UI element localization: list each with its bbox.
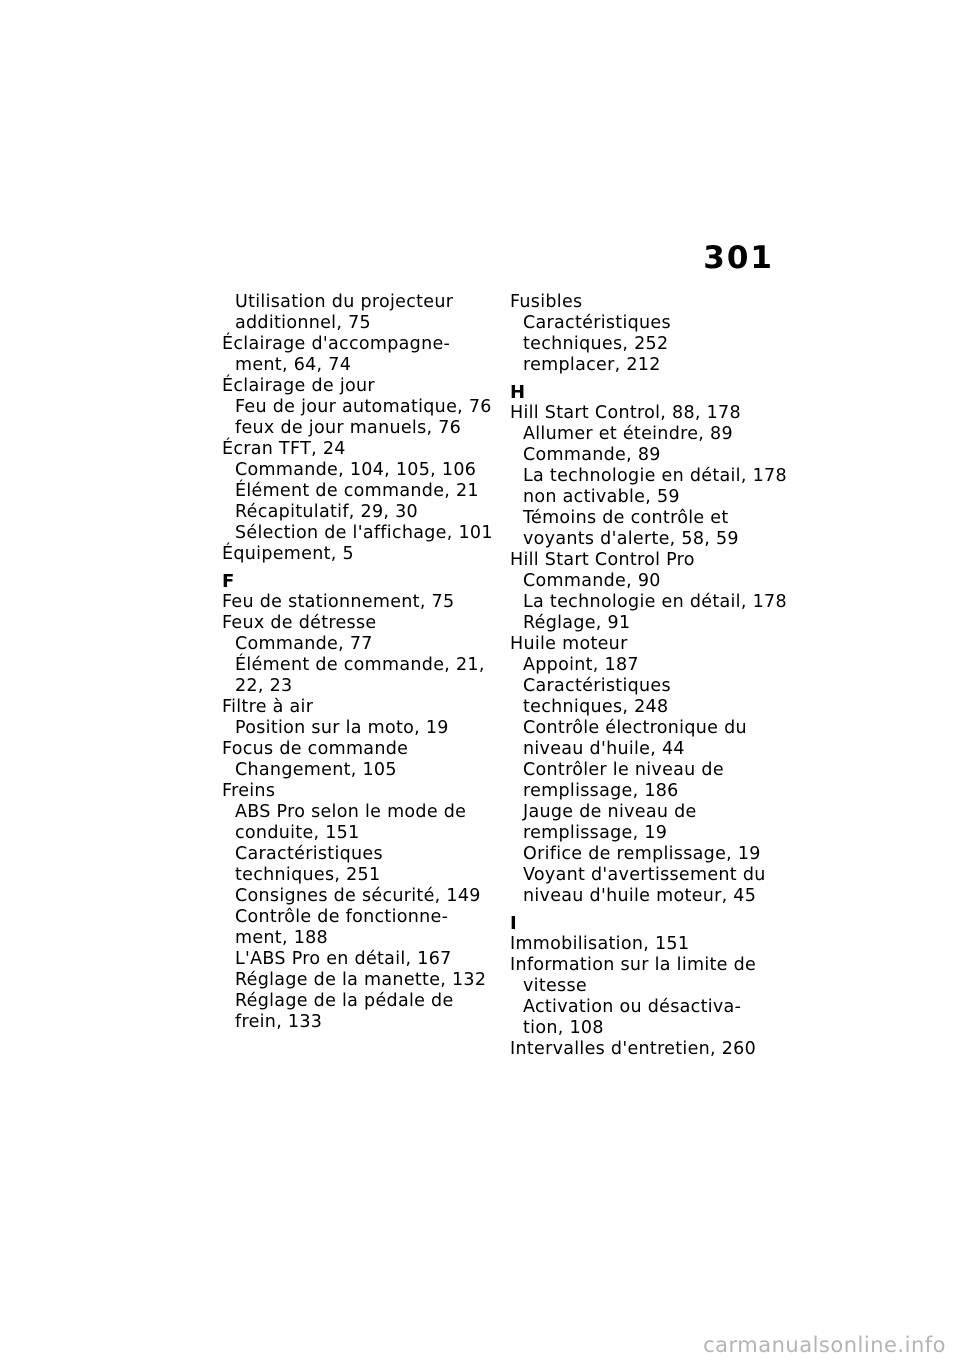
index-entry: Équipement, 5	[222, 544, 354, 564]
index-subentry: Commande, 104, 105, 106	[235, 460, 477, 480]
index-subentry: Élément de commande, 21,	[235, 655, 485, 675]
index-entry: Hill Start Control Pro	[510, 550, 695, 570]
index-subentry: techniques, 248	[523, 697, 669, 717]
index-subentry: Contrôle de fonctionne-	[235, 907, 449, 927]
index-subentry: Réglage, 91	[523, 613, 631, 633]
index-subentry: tion, 108	[523, 1018, 604, 1038]
index-subentry: Réglage de la manette, 132	[235, 970, 487, 990]
watermark-text: carmanualsonline.info	[703, 1333, 946, 1357]
index-subentry: feux de jour manuels, 76	[235, 418, 462, 438]
index-subentry: Caractéristiques	[523, 676, 671, 696]
index-entry: Focus de commande	[222, 739, 409, 759]
index-entry: Feu de stationnement, 75	[222, 592, 455, 612]
index-entry: Hill Start Control, 88, 178	[510, 403, 741, 423]
index-subentry: Consignes de sécurité, 149	[235, 886, 481, 906]
index-column-right	[510, 292, 800, 1060]
index-subentry: Contrôler le niveau de	[523, 760, 724, 780]
index-subentry: Commande, 90	[523, 571, 661, 591]
index-entry: Freins	[222, 781, 276, 801]
index-subentry: Voyant d'avertissement du	[523, 865, 766, 885]
index-subentry: La technologie en détail, 178	[523, 592, 787, 612]
index-subentry: niveau d'huile moteur, 45	[523, 886, 757, 906]
index-section-letter: H	[510, 382, 526, 403]
index-subentry: Activation ou désactiva-	[523, 997, 742, 1017]
index-entry: Éclairage de jour	[222, 376, 375, 396]
index-subentry: Feu de jour automatique, 76	[235, 397, 492, 417]
index-subentry: additionnel, 75	[235, 313, 371, 333]
index-subentry: remplacer, 212	[523, 355, 661, 375]
index-entry: Écran TFT, 24	[222, 439, 346, 459]
index-subentry: remplissage, 19	[523, 823, 668, 843]
index-subentry: Allumer et éteindre, 89	[523, 424, 733, 444]
index-subentry: ment, 188	[235, 928, 328, 948]
index-subentry: non activable, 59	[523, 487, 680, 507]
index-subentry: La technologie en détail, 178	[523, 466, 787, 486]
index-subentry: Témoins de contrôle et	[523, 508, 729, 528]
index-subentry: Élément de commande, 21	[235, 481, 479, 501]
index-subentry: ment, 64, 74	[235, 355, 352, 375]
index-subentry: remplissage, 186	[523, 781, 679, 801]
index-subentry: vitesse	[523, 976, 587, 996]
index-subentry: Commande, 89	[523, 445, 661, 465]
index-entry: Feux de détresse	[222, 613, 377, 633]
index-subentry: Sélection de l'affichage, 101	[235, 523, 493, 543]
index-subentry: Appoint, 187	[523, 655, 639, 675]
index-subentry: Changement, 105	[235, 760, 397, 780]
index-subentry: niveau d'huile, 44	[523, 739, 685, 759]
index-entry: Information sur la limite de	[510, 955, 757, 975]
index-section-letter: F	[222, 571, 235, 592]
index-entry: Intervalles d'entretien, 260	[510, 1039, 757, 1059]
index-entry: Filtre à air	[222, 697, 314, 717]
index-subentry: ABS Pro selon le mode de	[235, 802, 467, 822]
index-subentry: techniques, 252	[523, 334, 669, 354]
index-subentry: Orifice de remplissage, 19	[523, 844, 761, 864]
index-subentry: Réglage de la pédale de	[235, 991, 454, 1011]
index-subentry: Utilisation du projecteur	[235, 292, 454, 312]
index-subentry: 22, 23	[235, 676, 293, 696]
index-subentry: Commande, 77	[235, 634, 373, 654]
page-number: 301	[703, 240, 774, 276]
index-subentry: Position sur la moto, 19	[235, 718, 449, 738]
index-subentry: techniques, 251	[235, 865, 381, 885]
index-entry: Huile moteur	[510, 634, 628, 654]
index-subentry: frein, 133	[235, 1012, 323, 1032]
index-subentry: Caractéristiques	[523, 313, 671, 333]
index-subentry: conduite, 151	[235, 823, 360, 843]
index-subentry: L'ABS Pro en détail, 167	[235, 949, 452, 969]
index-entry: Éclairage d'accompagne-	[222, 334, 451, 354]
index-entry: Immobilisation, 151	[510, 934, 690, 954]
index-subentry: Caractéristiques	[235, 844, 383, 864]
index-subentry: Jauge de niveau de	[523, 802, 697, 822]
index-subentry: voyants d'alerte, 58, 59	[523, 529, 739, 549]
index-subentry: Contrôle électronique du	[523, 718, 747, 738]
index-entry: Fusibles	[510, 292, 583, 312]
index-subentry: Récapitulatif, 29, 30	[235, 502, 418, 522]
index-section-letter: I	[510, 913, 517, 934]
index-column-left	[222, 292, 492, 1033]
